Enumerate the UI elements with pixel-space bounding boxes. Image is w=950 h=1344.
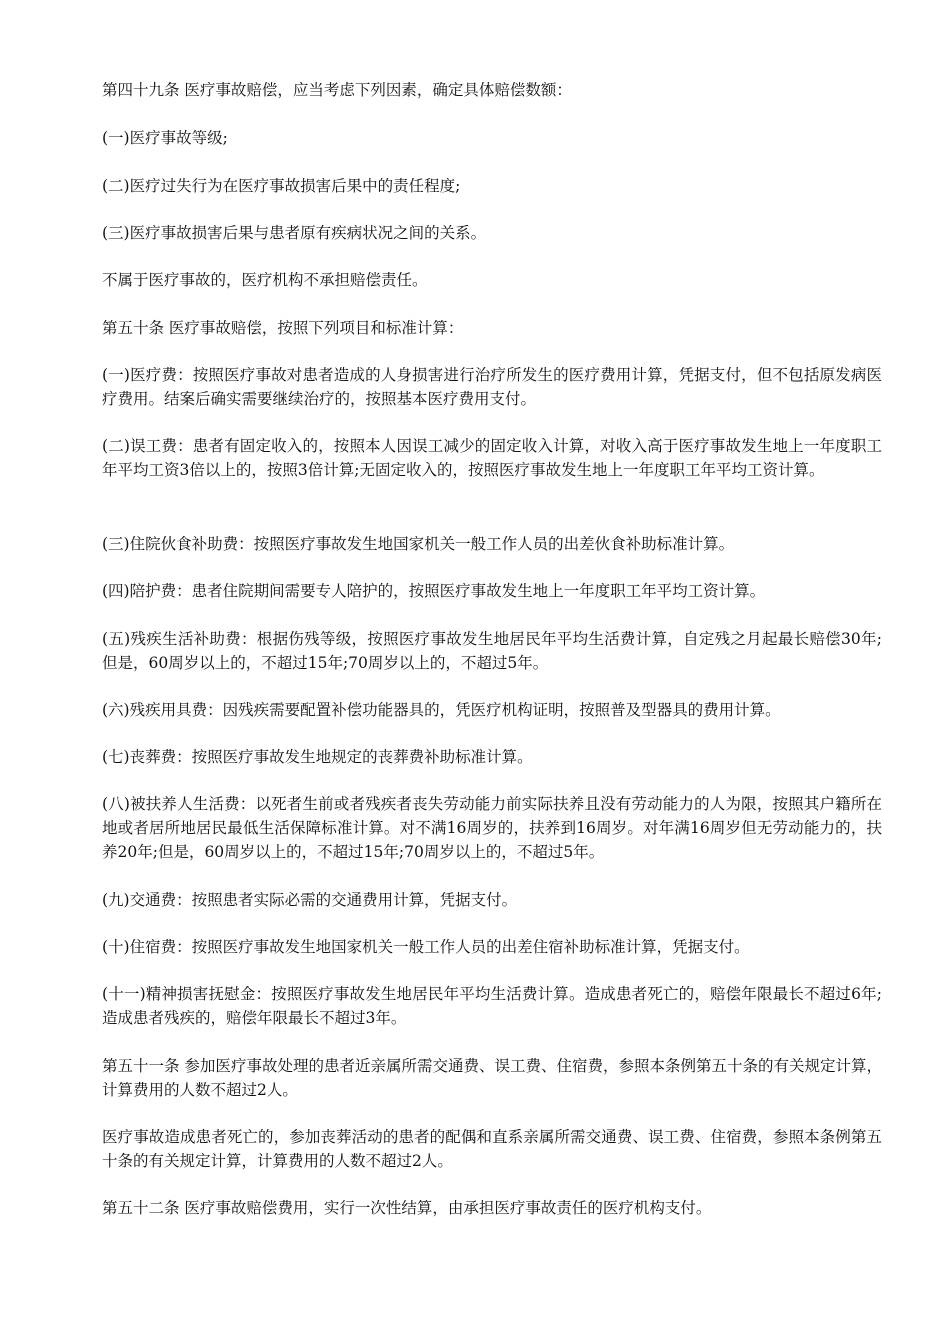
article-50-item-3: (三)住院伙食补助费：按照医疗事故发生地国家机关一般工作人员的出差伙食补助标准计算。 bbox=[102, 535, 735, 553]
article-52-heading: 第五十二条 医疗事故赔偿费用，实行一次性结算，由承担医疗事故责任的医疗机构支付。 bbox=[102, 1199, 712, 1217]
article-50-item-5: (五)残疾生活补助费：根据伤残等级，按照医疗事故发生地居民年平均生活费计算，自定残之月起最长赔偿30年;但是，60周岁以上的，不超过15年;70周岁以上的，不超过5年。 bbox=[102, 630, 882, 672]
article-50-item-10: (十)住宿费：按照医疗事故发生地国家机关一般工作人员的出差住宿补助标准计算，凭据支付。 bbox=[102, 938, 750, 956]
article-49-item-3: (三)医疗事故损害后果与患者原有疾病状况之间的关系。 bbox=[102, 224, 487, 242]
article-50-item-9: (九)交通费：按照患者实际必需的交通费用计算，凭据支付。 bbox=[102, 891, 518, 909]
article-49-item-2: (二)医疗过失行为在医疗事故损害后果中的责任程度; bbox=[102, 177, 461, 195]
article-49-note: 不属于医疗事故的，医疗机构不承担赔偿责任。 bbox=[102, 271, 428, 289]
article-50-item-11: (十一)精神损害抚慰金：按照医疗事故发生地居民年平均生活费计算。造成患者死亡的，赔偿年限最长不超过6年;造成患者残疾的，赔偿年限最长不超过3年。 bbox=[102, 985, 882, 1027]
article-49-heading: 第四十九条 医疗事故赔偿，应当考虑下列因素，确定具体赔偿数额： bbox=[102, 81, 572, 99]
article-50-item-6: (六)残疾用具费：因残疾需要配置补偿功能器具的，凭医疗机构证明，按照普及型器具的费用计算。 bbox=[102, 701, 781, 719]
article-51-paragraph-2: 医疗事故造成患者死亡的，参加丧葬活动的患者的配偶和直系亲属所需交通费、误工费、住宿费，参照本条例第五十条的有关规定计算，计算费用的人数不超过2人。 bbox=[102, 1128, 882, 1170]
article-51-heading: 第五十一条 参加医疗事故处理的患者近亲属所需交通费、误工费、住宿费，参照本条例第五十条的有关规定计算，计算费用的人数不超过2人。 bbox=[102, 1057, 882, 1099]
article-50-heading: 第五十条 医疗事故赔偿，按照下列项目和标准计算： bbox=[102, 319, 464, 337]
article-50-item-1: (一)医疗费：按照医疗事故对患者造成的人身损害进行治疗所发生的医疗费用计算，凭据支付，但不包括原发病医疗费用。结案后确实需要继续治疗的，按照基本医疗费用支付。 bbox=[102, 366, 882, 408]
article-49-item-1: (一)医疗事故等级; bbox=[102, 129, 228, 147]
article-50-item-2: (二)误工费：患者有固定收入的，按照本人因误工减少的固定收入计算，对收入高于医疗事故发生地上一年度职工年平均工资3倍以上的，按照3倍计算;无固定收入的，按照医疗事故发生地上一年度职工年平均工资计算。 bbox=[102, 437, 882, 479]
article-50-item-7: (七)丧葬费：按照医疗事故发生地规定的丧葬费补助标准计算。 bbox=[102, 748, 533, 766]
article-50-item-4: (四)陪护费：患者住院期间需要专人陪护的，按照医疗事故发生地上一年度职工年平均工资计算。 bbox=[102, 582, 766, 600]
article-50-item-8: (八)被扶养人生活费：以死者生前或者残疾者丧失劳动能力前实际扶养且没有劳动能力的人为限，按照其户籍所在地或者居所地居民最低生活保障标准计算。对不满16周岁的，扶养到16周岁。对年满16周岁但无劳动能力的，扶养20年;但是，60周岁以上的，不超过15年;70周岁以上的，不超过5年。 bbox=[102, 795, 882, 861]
